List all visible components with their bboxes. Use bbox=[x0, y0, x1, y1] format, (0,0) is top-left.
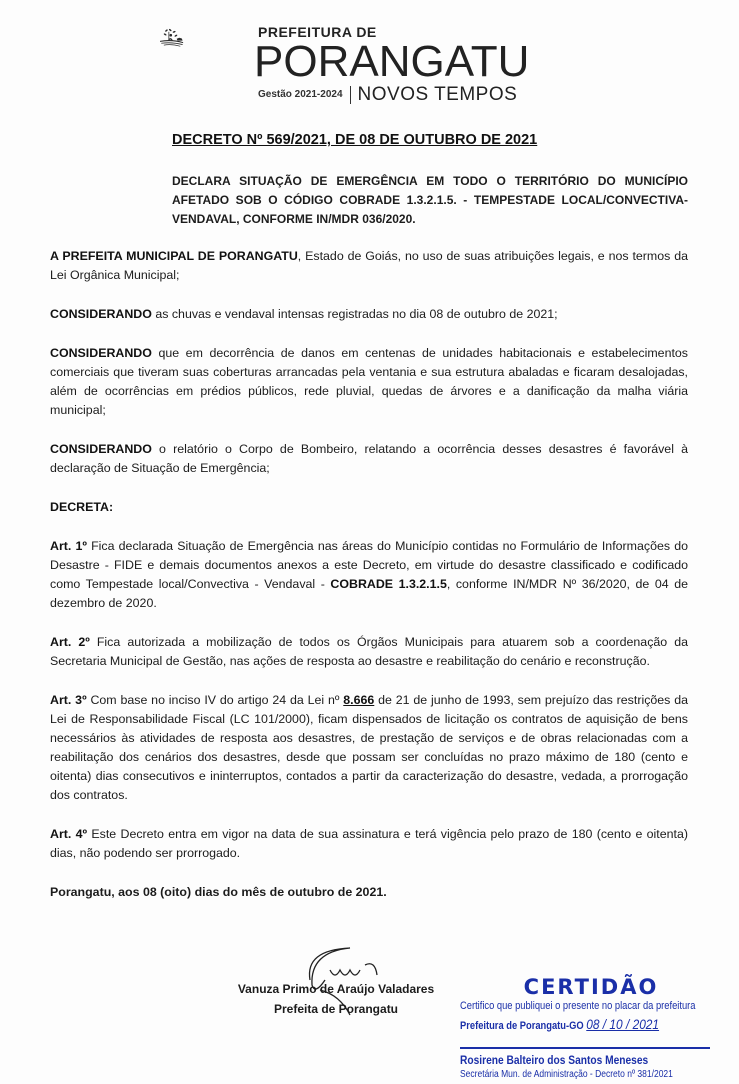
paragraph-preamble bbox=[50, 247, 688, 285]
header-separator bbox=[350, 86, 351, 104]
article-text: Fica declarada Situação de Emergência nas áreas do Município contidas no Formulário de Informações do Desastre - FIDE e demais documentos anexos a este Decreto, em virtude do desastre classificado e codificado como Tempestade local/Convectiva - Vendaval - bbox=[50, 539, 688, 591]
decree-summary: DECLARA SITUAÇÃO DE EMERGÊNCIA EM TODO O TERRITÓRIO DO MUNICÍPIO AFETADO SOB O CÓDIGO COBRADE 1.3.2.1.5. - TEMPESTADE LOCAL/CONVECTIVA-VENDAVAL, CONFORME IN/MDR 036/2020. bbox=[172, 174, 688, 226]
stamp-date: 08 / 10 / 2021 bbox=[586, 1016, 660, 1032]
signatory-name: Vanuza Primo de Araújo Valadares bbox=[237, 982, 435, 996]
paragraph-lead: CONSIDERANDO bbox=[50, 307, 152, 321]
article-4 bbox=[50, 825, 688, 863]
article-text: Este Decreto entra em vigor na data de sua assinatura e terá vigência pelo prazo de 180 (cento e oitenta) dias, não podendo ser prorrogado. bbox=[50, 827, 688, 860]
article-2 bbox=[50, 633, 688, 671]
article-number: Art. 2º bbox=[50, 635, 90, 649]
paragraph-text: que em decorrência de danos em centenas de unidades habitacionais e estabelecimentos comerciais que tiveram suas coberturas arrancadas pela ventania e sua estrutura abaladas e ficaram desalojadas, além de ocorrências em prédios públicos, rede pluvial, quedas de árvores e a danificação da malha viária municipal; bbox=[50, 346, 688, 417]
article-bold: COBRADE 1.3.2.1.5 bbox=[330, 577, 447, 591]
stamp-role: Secretária Mun. de Administração - Decreto nº 381/2021 bbox=[460, 1069, 673, 1080]
stamp-line2 bbox=[460, 1016, 683, 1035]
header-gestao: Gestão 2021-2024 bbox=[258, 89, 343, 100]
prefeitura-logo-icon bbox=[160, 28, 255, 83]
header-bottom-row bbox=[254, 84, 554, 106]
certidao-stamp bbox=[460, 975, 722, 1081]
header-city-name: PORANGATU bbox=[254, 37, 530, 86]
letterhead bbox=[254, 24, 554, 106]
article-number: Art. 4º bbox=[50, 827, 88, 841]
decree-body bbox=[50, 247, 688, 922]
paragraph-considerando-3 bbox=[50, 440, 688, 478]
header-prefeitura-de: PREFEITURA DE bbox=[258, 24, 377, 40]
stamp-name: Rosirene Balteiro dos Santos Meneses bbox=[460, 1053, 649, 1067]
paragraph-lead: CONSIDERANDO bbox=[50, 346, 152, 360]
stamp-prefeitura: Prefeitura de Porangatu-GO bbox=[460, 1020, 584, 1032]
article-text: Fica autorizada a mobilização de todos os Órgãos Municipais para atuarem sob a coordenação da Secretaria Municipal de Gestão, nas ações de resposta ao desastre e reabilitação do cenário e reconstrução. bbox=[50, 635, 689, 668]
paragraph-text: , Estado de Goiás, no uso de suas atribuições legais, e nos termos da Lei Orgânica Municipal; bbox=[50, 249, 688, 282]
article-number: Art. 3º bbox=[50, 693, 87, 707]
paragraph-lead: DECRETA: bbox=[50, 500, 114, 514]
article-bold: 8.666 bbox=[343, 693, 375, 707]
header-slogan: NOVOS TEMPOS bbox=[357, 84, 518, 105]
stamp-title: CERTIDÃO bbox=[523, 975, 659, 999]
paragraph-lead: CONSIDERANDO bbox=[50, 442, 152, 456]
article-text-tail: , conforme IN/MDR Nº 36/2020, de 04 de dezembro de 2020. bbox=[50, 577, 689, 610]
paragraph-considerando-1 bbox=[50, 305, 688, 324]
article-text: Com base no inciso IV do artigo 24 da Lei nº bbox=[86, 693, 344, 707]
paragraph-considerando-2 bbox=[50, 344, 688, 420]
signatory-role: Prefeita de Porangatu bbox=[273, 1002, 399, 1016]
article-text-tail: de 21 de junho de 1993, sem prejuízo das restrições da Lei de Responsabilidade Fiscal (LC 101/2000), ficam dispensados de licitação os contratos de aquisição de bens necessários às atividades de resposta aos desastres, de prestação de serviços e de obras relacionadas com a reabilitação dos cenários dos desastres, desde que possam ser concluídas no prazo máximo de 180 (cento e oitenta) dias consecutivos e ininterruptos, contados a partir da caracterização do desastre, vedada, a prorrogação dos contratos. bbox=[50, 693, 688, 802]
paragraph-text: as chuvas e vendaval intensas registradas no dia 08 de outubro de 2021; bbox=[151, 307, 558, 321]
article-number: Art. 1º bbox=[50, 539, 87, 553]
stamp-rule bbox=[460, 1047, 710, 1049]
decree-title: DECRETO Nº 569/2021, DE 08 DE OUTUBRO DE 2021 bbox=[172, 132, 538, 148]
paragraph-text: o relatório o Corpo de Bombeiro, relatando a ocorrência desses desastres é favorável à declaração de Situação de Emergência; bbox=[50, 442, 688, 475]
article-3 bbox=[50, 691, 688, 805]
paragraph-lead: A PREFEITA MUNICIPAL DE PORANGATU bbox=[50, 249, 298, 263]
paragraph-decreta bbox=[50, 498, 688, 517]
article-1 bbox=[50, 537, 688, 613]
stamp-line1: Certifico que publiquei o presente no placar da prefeitura bbox=[460, 1000, 696, 1012]
closing-date: Porangatu, aos 08 (oito) dias do mês de outubro de 2021. bbox=[50, 885, 387, 899]
